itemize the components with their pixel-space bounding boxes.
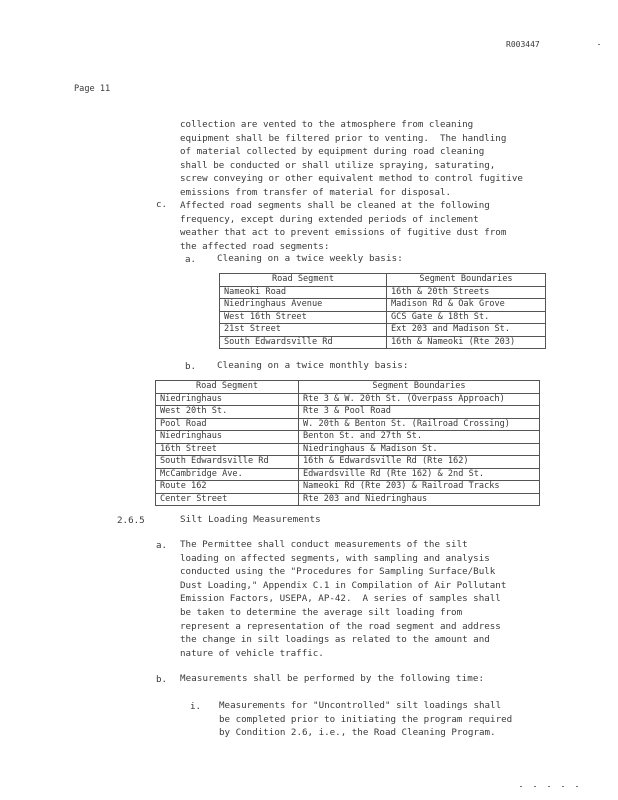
segment-boundaries-cell: 16th & Nameoki (Rte 203) [387,336,546,349]
sub-i-marker: i. [190,701,202,712]
road-segment-cell: Center Street [156,493,299,506]
table-header-cell: Road Segment [220,274,387,287]
item-a-line: Dust Loading," Appendix C.1 in Compilation of Air Pollutant [180,579,507,591]
table-row [156,493,540,506]
table-header-row [220,274,546,287]
road-segment-cell: Niedringhaus [156,431,299,444]
road-segment-cell: Route 162 [156,481,299,494]
segment-boundaries-cell: Rte 203 and Niedringhaus [299,493,540,506]
scan-speck [598,44,600,45]
road-segment-cell: South Edwardsville Rd [220,336,387,349]
segment-boundaries-cell: 16th & Edwardsville Rd (Rte 162) [299,456,540,469]
segment-boundaries-cell: Ext 203 and Madison St. [387,324,546,337]
page-label: Page 11 [74,84,111,94]
item-c-line: frequency, except during extended periods of inclement [180,213,479,225]
item-a-paragraph [180,538,506,660]
item-b-marker: b. [156,674,168,685]
table-row [156,406,540,419]
intro-line: collection are vented to the atmosphere from cleaning [180,119,474,130]
road-segment-cell: McCambridge Ave. [156,468,299,481]
table-row [156,418,540,431]
intro-line: screw conveying or other equivalent method to control fugitive [180,173,523,185]
table-row [156,393,540,406]
item-a-line: nature of vehicle traffic. [180,647,324,659]
table-row [156,481,540,494]
road-segment-cell: South Edwardsville Rd [156,456,299,469]
table-row [156,468,540,481]
item-a-line: loading on affected segments, with sampling and analysis [180,552,490,564]
segment-boundaries-cell: Edwardsville Rd (Rte 162) & 2nd St. [299,468,540,481]
item-c-paragraph [180,199,506,253]
segment-boundaries-cell: Madison Rd & Oak Grove [387,299,546,312]
segment-boundaries-cell: Nameoki Rd (Rte 203) & Railroad Tracks [299,481,540,494]
item-a-line: The Permittee shall conduct measurements of the silt [180,539,468,550]
intro-line: emissions from transfer of material for disposal. [180,186,452,198]
intro-paragraph [180,118,523,200]
item-a-line: conducted using the "Procedures for Sampling Surface/Bulk [180,566,496,578]
table-row [220,286,546,299]
item-b-text: Measurements shall be performed by the following time: [180,673,485,684]
sub-i-line: be completed prior to initiating the program required [219,713,513,725]
road-segment-cell: 21st Street [220,324,387,337]
intro-line: shall be conducted or shall utilize spraying, saturating, [180,159,496,171]
item-c-line: weather that act to prevent emissions of fugitive dust from [180,227,507,239]
road-segment-cell: West 16th Street [220,311,387,324]
section-number: 2.6.5 [117,515,145,526]
item-a-marker: a. [156,540,168,551]
segment-boundaries-cell: Rte 3 & W. 20th St. (Overpass Approach) [299,393,540,406]
item-c-marker: c. [156,199,168,210]
table-header-cell: Segment Boundaries [387,274,546,287]
item-c-line: Affected road segments shall be cleaned at the following [180,200,490,211]
twice-weekly-table [219,273,546,349]
scan-speck [576,786,578,787]
sub-a-text: Cleaning on a twice weekly basis: [217,253,403,264]
segment-boundaries-cell: Niedringhaus & Madison St. [299,443,540,456]
item-a-line: Emission Factors, USEPA, AP-42. A series of samples shall [180,593,501,605]
section-title: Silt Loading Measurements [180,514,321,525]
item-a-line: be taken to determine the average silt loading from [180,606,463,618]
sub-i-paragraph [219,699,512,740]
table-header-row [156,381,540,394]
table-row [156,456,540,469]
sub-a-marker: a. [185,254,197,265]
scan-speck [520,786,522,787]
item-c-line: the affected road segments: [180,240,330,252]
road-segment-cell: Nameoki Road [220,286,387,299]
sub-i-line: Measurements for "Uncontrolled" silt loadings shall [219,700,502,711]
road-segment-cell: Pool Road [156,418,299,431]
document-number: R003447 [506,40,540,49]
table-row [156,431,540,444]
segment-boundaries-cell: Benton St. and 27th St. [299,431,540,444]
segment-boundaries-cell: Rte 3 & Pool Road [299,406,540,419]
item-a-line: represent a representation of the road segment and address [180,620,501,632]
sub-b-marker: b. [185,361,197,372]
segment-boundaries-cell: GCS Gate & 18th St. [387,311,546,324]
sub-b-text: Cleaning on a twice monthly basis: [217,360,409,371]
segment-boundaries-cell: W. 20th & Benton St. (Railroad Crossing) [299,418,540,431]
table-row [220,299,546,312]
intro-line: of material collected by equipment during road cleaning [180,146,485,158]
table-row [220,324,546,337]
segment-boundaries-cell: 16th & 20th Streets [387,286,546,299]
road-segment-cell: West 20th St. [156,406,299,419]
intro-line: equipment shall be filtered prior to venting. The handling [180,132,507,144]
scan-speck [562,786,564,787]
item-a-line: the change in silt loadings as related to the amount and [180,634,490,646]
sub-i-line: by Condition 2.6, i.e., the Road Cleaning Program. [219,727,496,739]
table-row [220,336,546,349]
table-header-cell: Road Segment [156,381,299,394]
road-segment-cell: Niedringhaus [156,393,299,406]
road-segment-cell: 16th Street [156,443,299,456]
table-row [156,443,540,456]
twice-monthly-table [155,380,540,506]
table-header-cell: Segment Boundaries [299,381,540,394]
scan-speck [548,786,550,787]
road-segment-cell: Niedringhaus Avenue [220,299,387,312]
scan-speck [534,786,536,787]
table-row [220,311,546,324]
